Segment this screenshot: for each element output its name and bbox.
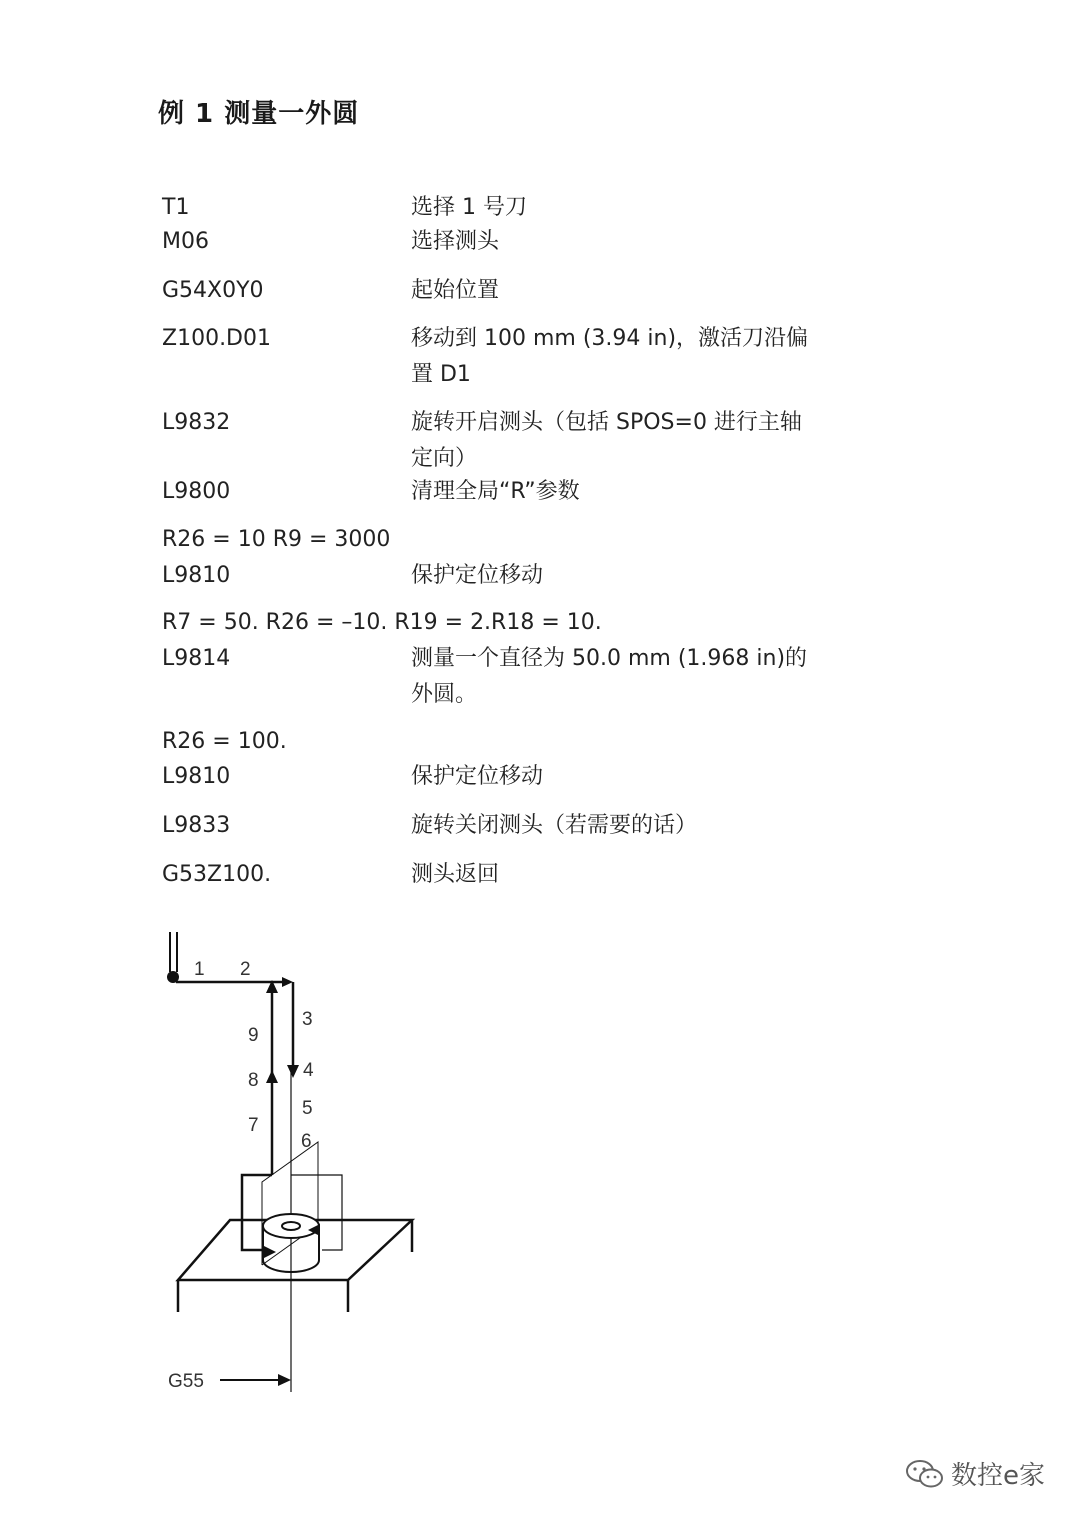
step-label: 3 xyxy=(302,1009,313,1030)
program-desc: 保护定位移动 xyxy=(411,563,544,588)
step-label: 7 xyxy=(248,1115,259,1136)
program-code: T1 xyxy=(162,195,190,220)
program-code: L9810 xyxy=(162,563,231,588)
probe-path-diagram xyxy=(150,920,450,1410)
step-label: 1 xyxy=(194,959,205,980)
program-desc: 选择 1 号刀 xyxy=(411,195,527,220)
program-desc: 选择测头 xyxy=(411,229,500,254)
watermark-text: 数控e家 xyxy=(951,1461,1045,1491)
probe-move-path xyxy=(242,1175,272,1250)
program-desc: 起始位置 xyxy=(411,278,500,303)
program-code: L9800 xyxy=(162,479,231,504)
program-code: L9810 xyxy=(162,764,231,789)
program-desc: 测头返回 xyxy=(411,862,500,887)
arrow-right-icon xyxy=(282,977,293,987)
program-desc: 保护定位移动 xyxy=(411,764,544,789)
program-code: R26 = 100. xyxy=(162,729,287,754)
program-desc: 清理全局“R”参数 xyxy=(411,479,580,504)
program-code: Z100.D01 xyxy=(162,326,271,351)
program-code: R7 = 50. R26 = –10. R19 = 2.R18 = 10. xyxy=(162,610,602,635)
origin-label: G55 xyxy=(168,1371,204,1392)
program-desc: 旋转开启测头（包括 SPOS=0 进行主轴定向） xyxy=(411,410,802,471)
program-code: L9814 xyxy=(162,646,231,671)
wechat-icon xyxy=(905,1458,945,1490)
program-desc: 旋转关闭测头（若需要的话） xyxy=(411,813,698,838)
program-code: M06 xyxy=(162,229,209,254)
page-title: 例 1 测量一外圆 xyxy=(158,99,360,129)
step-label: 5 xyxy=(302,1098,313,1119)
program-code: G54X0Y0 xyxy=(162,278,264,303)
arrow-up-icon xyxy=(266,1070,278,1083)
arrow-down-icon xyxy=(287,1065,299,1078)
probe-ball xyxy=(167,971,179,983)
measure-plane xyxy=(262,1142,318,1265)
program-code: R26 = 10 R9 = 3000 xyxy=(162,527,391,552)
watermark xyxy=(905,1455,1045,1492)
step-label: 9 xyxy=(248,1025,259,1046)
step-label: 4 xyxy=(303,1060,314,1081)
program-code: L9832 xyxy=(162,410,231,435)
program-code: L9833 xyxy=(162,813,231,838)
step-label: 6 xyxy=(301,1131,312,1152)
program-desc: 移动到 100 mm (3.94 in)，激活刀沿偏置 D1 xyxy=(411,326,809,387)
step-label: 2 xyxy=(240,959,251,980)
step-label: 8 xyxy=(248,1070,259,1091)
program-desc: 测量一个直径为 50.0 mm (1.968 in)的外圆。 xyxy=(411,646,808,707)
program-code: G53Z100. xyxy=(162,862,272,887)
cylinder-top xyxy=(263,1214,319,1238)
